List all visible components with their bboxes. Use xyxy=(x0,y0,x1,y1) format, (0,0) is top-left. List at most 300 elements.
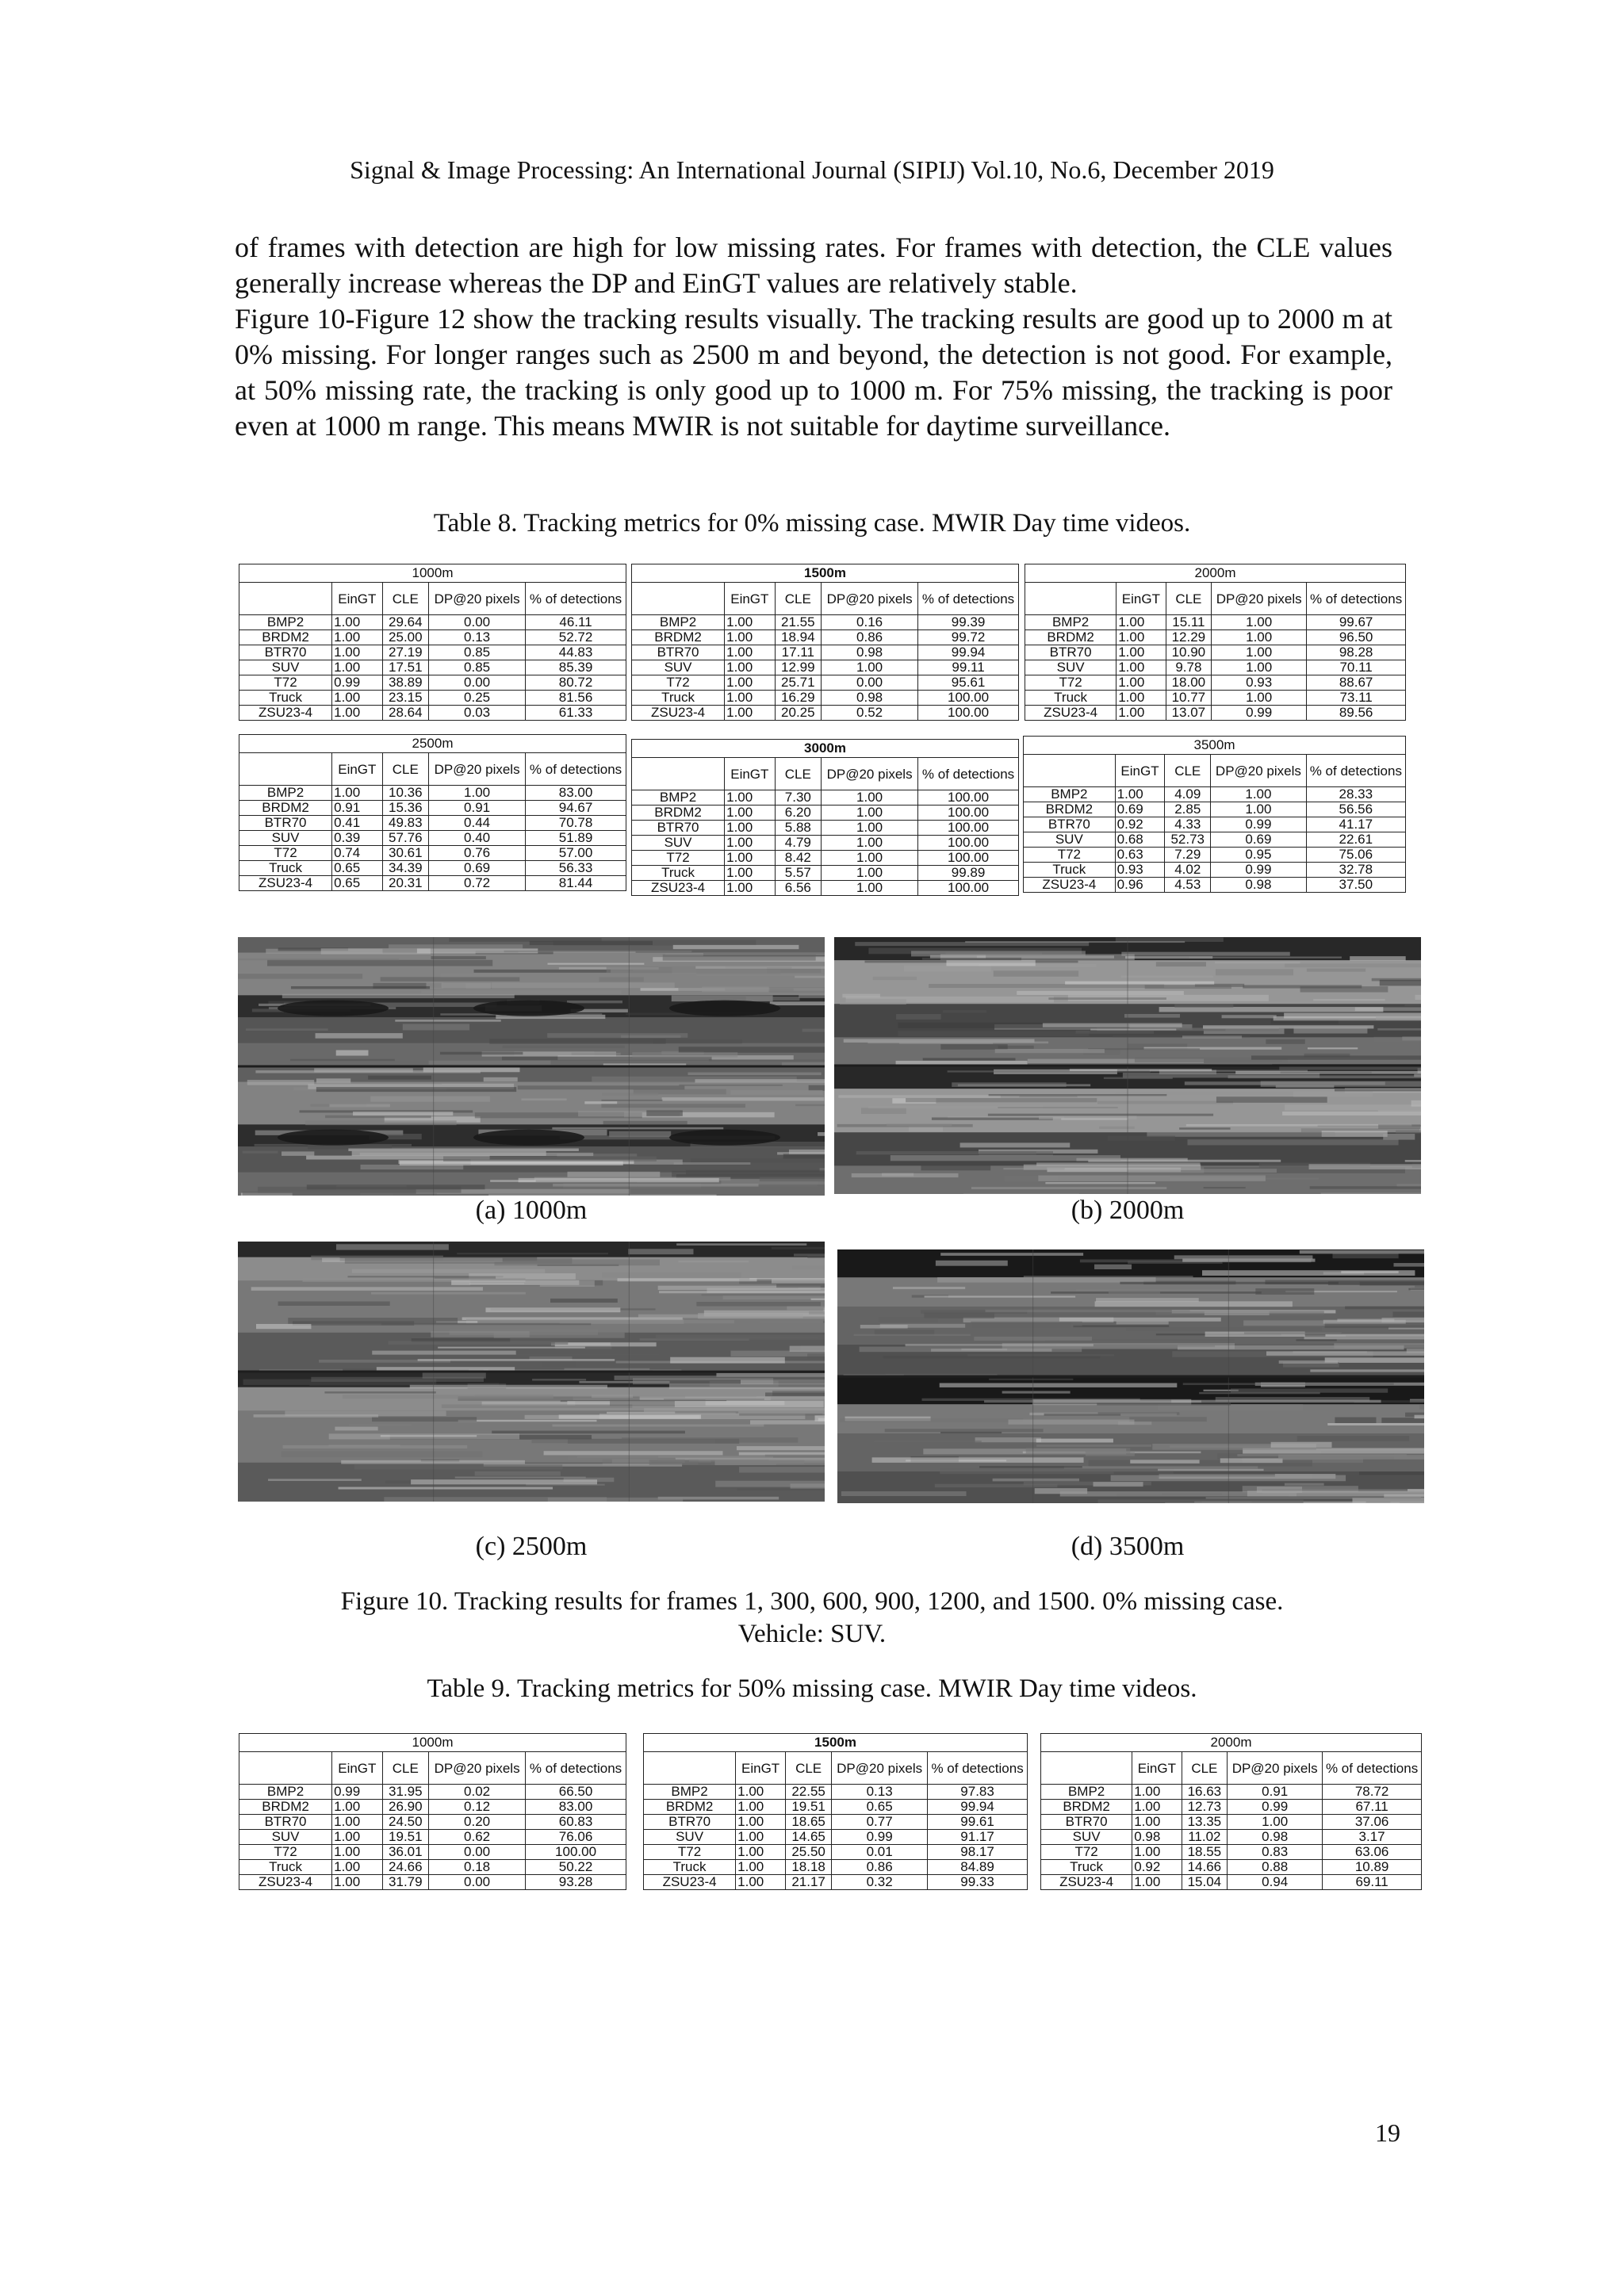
caption-line: Figure 10. Tracking results for frames 1, 300, 600, 900, 1200, and 1500. 0% missing case. xyxy=(340,1587,1284,1616)
column-header: EinGT xyxy=(1132,1752,1182,1785)
column-header: CLE xyxy=(775,583,822,615)
vehicle-name-cell: SUV xyxy=(644,1830,736,1845)
vehicle-name-cell: Truck xyxy=(1041,1860,1132,1875)
value-cell: 1.00 xyxy=(725,881,775,896)
value-cell: 1.00 xyxy=(725,790,775,806)
vehicle-name-cell: Truck xyxy=(644,1860,736,1875)
paragraph: of frames with detection are high for low missing rates. For frames with detection, the CLE values generally increase whereas the DP and EinGT values are relatively stable. xyxy=(235,232,1392,299)
value-cell: 1.00 xyxy=(725,806,775,821)
value-cell: 0.16 xyxy=(822,615,918,630)
column-header: DP@20 pixels xyxy=(822,758,918,790)
panel-b-label: (b) 2000m xyxy=(1071,1196,1185,1225)
table-row xyxy=(1025,675,1406,691)
value-cell: 24.50 xyxy=(382,1815,429,1830)
value-cell: 1.00 xyxy=(1228,1815,1323,1830)
value-cell: 6.20 xyxy=(775,806,822,821)
value-cell: 0.99 xyxy=(332,1785,382,1800)
value-cell: 23.15 xyxy=(382,691,429,706)
value-cell: 94.67 xyxy=(526,801,626,816)
value-cell: 1.00 xyxy=(1116,630,1166,645)
table-row xyxy=(239,645,626,660)
value-cell: 0.02 xyxy=(429,1785,526,1800)
value-cell: 1.00 xyxy=(332,691,382,706)
table-row xyxy=(644,1800,1028,1815)
column-header: EinGT xyxy=(332,583,382,615)
corner-cell xyxy=(239,753,332,786)
value-cell: 1.00 xyxy=(332,660,382,675)
value-cell: 99.39 xyxy=(918,615,1019,630)
value-cell: 67.11 xyxy=(1323,1800,1422,1815)
table-row xyxy=(632,866,1019,881)
column-header: DP@20 pixels xyxy=(429,1752,526,1785)
table-row xyxy=(1025,660,1406,675)
table-row xyxy=(1024,863,1406,878)
column-header: DP@20 pixels xyxy=(1211,755,1307,787)
value-cell: 1.00 xyxy=(1132,1800,1182,1815)
value-cell: 0.94 xyxy=(1228,1875,1323,1890)
paragraph: Figure 10-Figure 12 show the tracking results visually. The tracking results are good up to 2000 m at 0% missing. For longer ranges such as 2500 m and beyond, the detection is not good. For example, at 50% missing rate, the tracking is only good up to 1000 m. For 75% missing, the tracking is poor even at 1000 m range. This means MWIR is not suitable for daytime surveillance. xyxy=(235,303,1392,442)
value-cell: 46.11 xyxy=(526,615,626,630)
value-cell: 4.09 xyxy=(1165,787,1211,802)
value-cell: 1.00 xyxy=(1211,802,1307,817)
figure-panel-d-image xyxy=(837,1249,1424,1503)
value-cell: 100.00 xyxy=(918,806,1019,821)
thermal-frames-image xyxy=(834,937,1421,1194)
table-row xyxy=(1041,1845,1422,1860)
value-cell: 0.13 xyxy=(832,1785,928,1800)
vehicle-name-cell: ZSU23-4 xyxy=(632,706,725,721)
vehicle-name-cell: BRDM2 xyxy=(1041,1800,1132,1815)
value-cell: 16.29 xyxy=(775,691,822,706)
metrics-table xyxy=(1025,564,1406,721)
vehicle-name-cell: ZSU23-4 xyxy=(1041,1875,1132,1890)
value-cell: 1.00 xyxy=(1132,1875,1182,1890)
table-row xyxy=(1024,878,1406,893)
thermal-frames-image xyxy=(837,1249,1424,1503)
value-cell: 81.44 xyxy=(526,876,626,891)
value-cell: 11.02 xyxy=(1182,1830,1228,1845)
column-header: DP@20 pixels xyxy=(429,583,526,615)
value-cell: 99.67 xyxy=(1307,615,1406,630)
value-cell: 0.20 xyxy=(429,1815,526,1830)
column-header: CLE xyxy=(775,758,822,790)
vehicle-name-cell: BRDM2 xyxy=(632,806,725,821)
figure-panel-b-image xyxy=(834,937,1421,1194)
value-cell: 18.94 xyxy=(775,630,822,645)
value-cell: 16.63 xyxy=(1182,1785,1228,1800)
table-row xyxy=(239,1815,626,1830)
value-cell: 44.83 xyxy=(526,645,626,660)
table-row xyxy=(239,1800,626,1815)
value-cell: 49.83 xyxy=(382,816,429,831)
value-cell: 20.31 xyxy=(382,876,429,891)
column-header: % of detections xyxy=(526,583,626,615)
vehicle-name-cell: SUV xyxy=(1025,660,1116,675)
value-cell: 21.55 xyxy=(775,615,822,630)
value-cell: 100.00 xyxy=(918,836,1019,851)
value-cell: 38.89 xyxy=(382,675,429,691)
value-cell: 100.00 xyxy=(918,821,1019,836)
table-row xyxy=(239,1845,626,1860)
vehicle-name-cell: BMP2 xyxy=(632,615,725,630)
vehicle-name-cell: BRDM2 xyxy=(239,801,332,816)
table-row xyxy=(1025,706,1406,721)
vehicle-name-cell: BMP2 xyxy=(1025,615,1116,630)
value-cell: 1.00 xyxy=(1212,660,1307,675)
vehicle-name-cell: T72 xyxy=(239,1845,332,1860)
value-cell: 31.79 xyxy=(382,1875,429,1890)
value-cell: 88.67 xyxy=(1307,675,1406,691)
column-header: CLE xyxy=(1166,583,1212,615)
table-row xyxy=(632,851,1019,866)
value-cell: 0.99 xyxy=(1211,863,1307,878)
value-cell: 0.74 xyxy=(332,846,382,861)
value-cell: 18.55 xyxy=(1182,1845,1228,1860)
value-cell: 1.00 xyxy=(332,1875,382,1890)
value-cell: 29.64 xyxy=(382,615,429,630)
value-cell: 30.61 xyxy=(382,846,429,861)
table-row xyxy=(644,1875,1028,1890)
column-header: EinGT xyxy=(725,758,775,790)
table-row xyxy=(1025,645,1406,660)
column-header: CLE xyxy=(382,1752,429,1785)
value-cell: 41.17 xyxy=(1306,817,1405,832)
value-cell: 1.00 xyxy=(725,836,775,851)
value-cell: 27.19 xyxy=(382,645,429,660)
value-cell: 70.11 xyxy=(1307,660,1406,675)
vehicle-name-cell: Truck xyxy=(239,861,332,876)
column-header: CLE xyxy=(1165,755,1211,787)
value-cell: 0.00 xyxy=(429,1845,526,1860)
value-cell: 99.94 xyxy=(918,645,1019,660)
table-row xyxy=(239,691,626,706)
value-cell: 100.00 xyxy=(918,851,1019,866)
value-cell: 12.99 xyxy=(775,660,822,675)
column-header: EinGT xyxy=(332,753,382,786)
value-cell: 1.00 xyxy=(1132,1815,1182,1830)
value-cell: 70.78 xyxy=(526,816,626,831)
metrics-table xyxy=(631,564,1019,721)
vehicle-name-cell: BTR70 xyxy=(1024,817,1116,832)
range-title: 1000m xyxy=(239,564,626,583)
column-header: % of detections xyxy=(928,1752,1028,1785)
value-cell: 89.56 xyxy=(1307,706,1406,721)
column-header: EinGT xyxy=(736,1752,786,1785)
value-cell: 0.77 xyxy=(832,1815,928,1830)
vehicle-name-cell: BMP2 xyxy=(1041,1785,1132,1800)
value-cell: 0.98 xyxy=(1211,878,1307,893)
value-cell: 0.65 xyxy=(832,1800,928,1815)
value-cell: 52.73 xyxy=(1165,832,1211,848)
value-cell: 0.99 xyxy=(332,675,382,691)
table-row xyxy=(632,615,1019,630)
value-cell: 4.53 xyxy=(1165,878,1211,893)
value-cell: 0.92 xyxy=(1115,817,1165,832)
table-row xyxy=(1024,802,1406,817)
table-row xyxy=(239,1875,626,1890)
table-row xyxy=(644,1860,1028,1875)
value-cell: 1.00 xyxy=(332,645,382,660)
value-cell: 13.35 xyxy=(1182,1815,1228,1830)
value-cell: 9.78 xyxy=(1166,660,1212,675)
table-row xyxy=(1024,787,1406,802)
value-cell: 10.89 xyxy=(1323,1860,1422,1875)
running-header: Signal & Image Processing: An International Journal (SIPIJ) Vol.10, No.6, December 2019 xyxy=(350,155,1274,184)
value-cell: 0.00 xyxy=(429,615,526,630)
table-row xyxy=(632,691,1019,706)
vehicle-name-cell: Truck xyxy=(1024,863,1116,878)
column-header: % of detections xyxy=(918,758,1019,790)
corner-cell xyxy=(644,1752,736,1785)
value-cell: 1.00 xyxy=(1132,1785,1182,1800)
value-cell: 28.33 xyxy=(1306,787,1405,802)
value-cell: 0.12 xyxy=(429,1800,526,1815)
value-cell: 1.00 xyxy=(822,660,918,675)
vehicle-name-cell: ZSU23-4 xyxy=(1024,878,1116,893)
thermal-frames-image xyxy=(238,1242,825,1502)
column-header: % of detections xyxy=(1323,1752,1422,1785)
value-cell: 1.00 xyxy=(332,706,382,721)
value-cell: 69.11 xyxy=(1323,1875,1422,1890)
vehicle-name-cell: BTR70 xyxy=(239,645,332,660)
value-cell: 100.00 xyxy=(918,706,1019,721)
value-cell: 7.29 xyxy=(1165,848,1211,863)
figure-panel-a-image xyxy=(238,937,825,1196)
value-cell: 60.83 xyxy=(526,1815,626,1830)
panel-a-label: (a) 1000m xyxy=(475,1196,588,1225)
value-cell: 1.00 xyxy=(1115,787,1165,802)
vehicle-name-cell: T72 xyxy=(632,675,725,691)
value-cell: 99.94 xyxy=(928,1800,1028,1815)
value-cell: 20.25 xyxy=(775,706,822,721)
value-cell: 0.98 xyxy=(1132,1830,1182,1845)
value-cell: 4.02 xyxy=(1165,863,1211,878)
table-row xyxy=(239,615,626,630)
table9-caption: Table 9. Tracking metrics for 50% missing case. MWIR Day time videos. xyxy=(427,1674,1197,1703)
value-cell: 0.98 xyxy=(822,645,918,660)
vehicle-name-cell: SUV xyxy=(239,831,332,846)
column-header: EinGT xyxy=(1116,583,1166,615)
corner-cell xyxy=(239,1752,332,1785)
value-cell: 76.06 xyxy=(526,1830,626,1845)
value-cell: 0.98 xyxy=(822,691,918,706)
table-row xyxy=(239,801,626,816)
table-row xyxy=(239,786,626,801)
column-header: % of detections xyxy=(526,1752,626,1785)
value-cell: 8.42 xyxy=(775,851,822,866)
vehicle-name-cell: SUV xyxy=(632,660,725,675)
value-cell: 61.33 xyxy=(526,706,626,721)
value-cell: 1.00 xyxy=(725,645,775,660)
table-row xyxy=(632,660,1019,675)
value-cell: 2.85 xyxy=(1165,802,1211,817)
vehicle-name-cell: Truck xyxy=(632,691,725,706)
column-header: EinGT xyxy=(1115,755,1165,787)
column-header: DP@20 pixels xyxy=(429,753,526,786)
value-cell: 0.85 xyxy=(429,645,526,660)
value-cell: 1.00 xyxy=(725,630,775,645)
table-row xyxy=(239,630,626,645)
vehicle-name-cell: BTR70 xyxy=(239,816,332,831)
vehicle-name-cell: BRDM2 xyxy=(239,1800,332,1815)
metrics-table xyxy=(239,734,626,891)
value-cell: 0.68 xyxy=(1115,832,1165,848)
table-row xyxy=(632,645,1019,660)
range-title: 2000m xyxy=(1041,1734,1422,1752)
value-cell: 1.00 xyxy=(822,790,918,806)
column-header: EinGT xyxy=(725,583,775,615)
value-cell: 98.28 xyxy=(1307,645,1406,660)
table-row xyxy=(239,816,626,831)
vehicle-name-cell: ZSU23-4 xyxy=(239,876,332,891)
value-cell: 1.00 xyxy=(1116,675,1166,691)
vehicle-name-cell: BMP2 xyxy=(239,786,332,801)
value-cell: 1.00 xyxy=(1211,787,1307,802)
vehicle-name-cell: BRDM2 xyxy=(644,1800,736,1815)
corner-cell xyxy=(239,583,332,615)
value-cell: 1.00 xyxy=(332,1860,382,1875)
table8-caption: Table 8. Tracking metrics for 0% missing case. MWIR Day time videos. xyxy=(433,509,1191,538)
value-cell: 0.99 xyxy=(1212,706,1307,721)
value-cell: 0.99 xyxy=(1228,1800,1323,1815)
value-cell: 100.00 xyxy=(918,790,1019,806)
value-cell: 37.50 xyxy=(1306,878,1405,893)
value-cell: 99.89 xyxy=(918,866,1019,881)
value-cell: 15.36 xyxy=(382,801,429,816)
value-cell: 56.56 xyxy=(1306,802,1405,817)
value-cell: 85.39 xyxy=(526,660,626,675)
value-cell: 1.00 xyxy=(1116,691,1166,706)
corner-cell xyxy=(1025,583,1116,615)
table-row xyxy=(1041,1785,1422,1800)
value-cell: 0.69 xyxy=(1211,832,1307,848)
table-row xyxy=(644,1785,1028,1800)
value-cell: 0.00 xyxy=(429,1875,526,1890)
metrics-table xyxy=(239,564,626,721)
vehicle-name-cell: ZSU23-4 xyxy=(644,1875,736,1890)
value-cell: 100.00 xyxy=(918,881,1019,896)
value-cell: 96.50 xyxy=(1307,630,1406,645)
value-cell: 0.69 xyxy=(429,861,526,876)
value-cell: 1.00 xyxy=(822,851,918,866)
value-cell: 1.00 xyxy=(1116,615,1166,630)
value-cell: 36.01 xyxy=(382,1845,429,1860)
value-cell: 1.00 xyxy=(332,615,382,630)
value-cell: 10.77 xyxy=(1166,691,1212,706)
value-cell: 13.07 xyxy=(1166,706,1212,721)
value-cell: 0.00 xyxy=(429,675,526,691)
table-row xyxy=(632,706,1019,721)
vehicle-name-cell: Truck xyxy=(1025,691,1116,706)
value-cell: 1.00 xyxy=(725,615,775,630)
vehicle-name-cell: BRDM2 xyxy=(1024,802,1116,817)
value-cell: 1.00 xyxy=(822,866,918,881)
panel-d-label: (d) 3500m xyxy=(1071,1532,1185,1561)
value-cell: 83.00 xyxy=(526,786,626,801)
value-cell: 1.00 xyxy=(736,1800,786,1815)
value-cell: 1.00 xyxy=(822,881,918,896)
value-cell: 17.51 xyxy=(382,660,429,675)
value-cell: 25.50 xyxy=(786,1845,832,1860)
table-row xyxy=(1024,848,1406,863)
table-row xyxy=(239,846,626,861)
vehicle-name-cell: BTR70 xyxy=(632,821,725,836)
value-cell: 5.57 xyxy=(775,866,822,881)
table-row xyxy=(632,836,1019,851)
range-title: 1000m xyxy=(239,1734,626,1752)
value-cell: 0.88 xyxy=(1228,1860,1323,1875)
value-cell: 1.00 xyxy=(332,1800,382,1815)
vehicle-name-cell: BMP2 xyxy=(239,1785,332,1800)
value-cell: 28.64 xyxy=(382,706,429,721)
value-cell: 84.89 xyxy=(928,1860,1028,1875)
value-cell: 1.00 xyxy=(332,630,382,645)
value-cell: 1.00 xyxy=(725,866,775,881)
table-row xyxy=(239,706,626,721)
table-row xyxy=(1041,1830,1422,1845)
table-row xyxy=(239,1830,626,1845)
value-cell: 1.00 xyxy=(1212,630,1307,645)
value-cell: 0.41 xyxy=(332,816,382,831)
table-row xyxy=(1024,832,1406,848)
caption-line: Vehicle: SUV. xyxy=(737,1620,887,1648)
value-cell: 57.76 xyxy=(382,831,429,846)
table-row xyxy=(632,821,1019,836)
value-cell: 99.11 xyxy=(918,660,1019,675)
value-cell: 24.66 xyxy=(382,1860,429,1875)
value-cell: 0.18 xyxy=(429,1860,526,1875)
table-row xyxy=(239,861,626,876)
vehicle-name-cell: BMP2 xyxy=(239,615,332,630)
value-cell: 50.22 xyxy=(526,1860,626,1875)
value-cell: 0.63 xyxy=(1115,848,1165,863)
value-cell: 0.03 xyxy=(429,706,526,721)
value-cell: 1.00 xyxy=(725,691,775,706)
value-cell: 0.91 xyxy=(1228,1785,1323,1800)
vehicle-name-cell: BTR70 xyxy=(1041,1815,1132,1830)
value-cell: 0.95 xyxy=(1211,848,1307,863)
vehicle-name-cell: T72 xyxy=(632,851,725,866)
value-cell: 97.83 xyxy=(928,1785,1028,1800)
value-cell: 0.25 xyxy=(429,691,526,706)
column-header: DP@20 pixels xyxy=(1212,583,1307,615)
value-cell: 17.11 xyxy=(775,645,822,660)
value-cell: 1.00 xyxy=(332,1815,382,1830)
value-cell: 0.32 xyxy=(832,1875,928,1890)
vehicle-name-cell: BMP2 xyxy=(644,1785,736,1800)
value-cell: 0.40 xyxy=(429,831,526,846)
value-cell: 18.18 xyxy=(786,1860,832,1875)
value-cell: 0.99 xyxy=(832,1830,928,1845)
value-cell: 99.72 xyxy=(918,630,1019,645)
value-cell: 25.71 xyxy=(775,675,822,691)
value-cell: 91.17 xyxy=(928,1830,1028,1845)
table-row xyxy=(1024,817,1406,832)
value-cell: 0.72 xyxy=(429,876,526,891)
vehicle-name-cell: BRDM2 xyxy=(239,630,332,645)
value-cell: 0.93 xyxy=(1115,863,1165,878)
value-cell: 0.83 xyxy=(1228,1845,1323,1860)
value-cell: 4.33 xyxy=(1165,817,1211,832)
vehicle-name-cell: BMP2 xyxy=(1024,787,1116,802)
vehicle-name-cell: SUV xyxy=(239,660,332,675)
vehicle-name-cell: BTR70 xyxy=(632,645,725,660)
table-row xyxy=(1041,1815,1422,1830)
table-row xyxy=(239,660,626,675)
corner-cell xyxy=(632,758,725,790)
value-cell: 100.00 xyxy=(918,691,1019,706)
value-cell: 1.00 xyxy=(332,786,382,801)
